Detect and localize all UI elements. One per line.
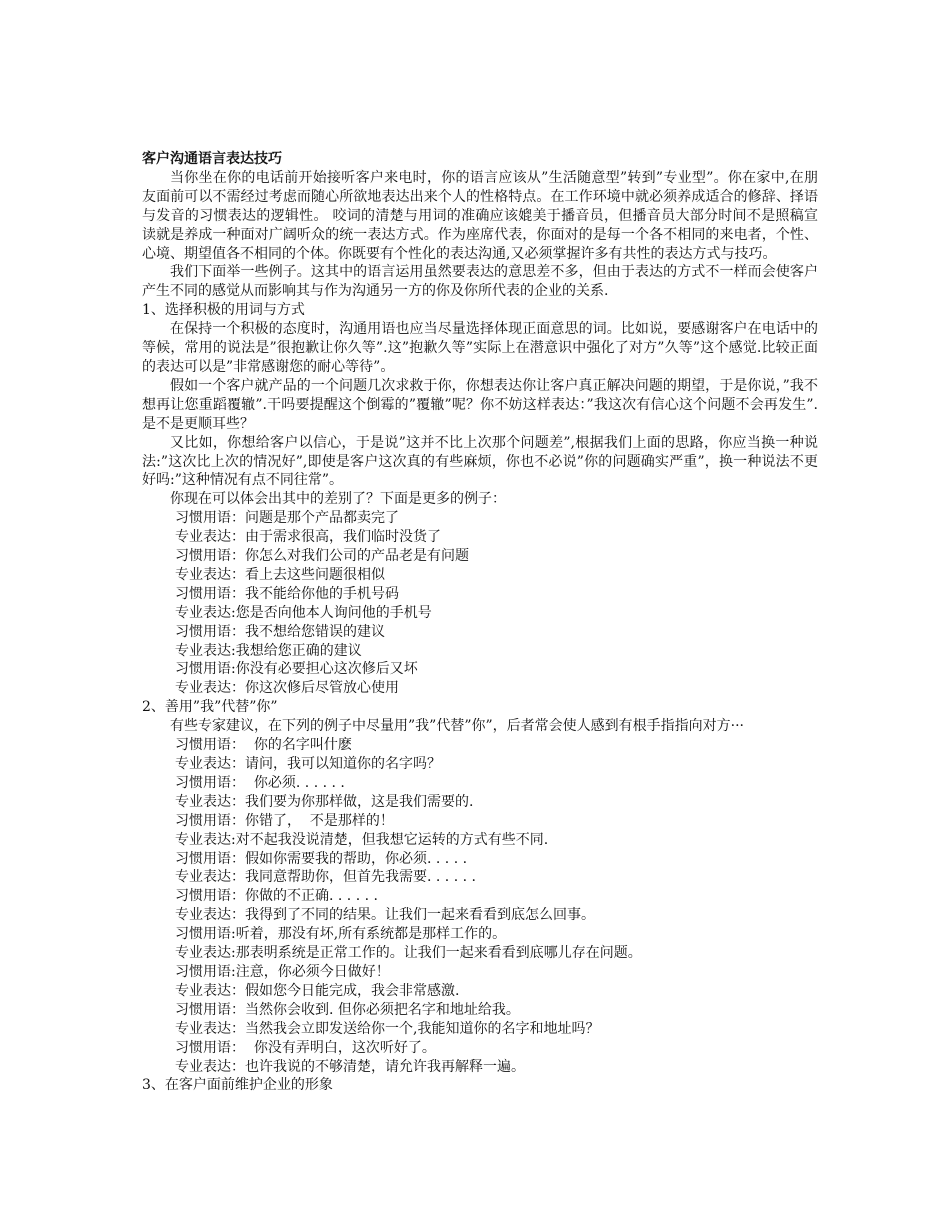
example-line: 习惯用语：你错了， 不是那样的！ bbox=[175, 812, 394, 829]
section-3-heading: 3、在客户面前维护企业的形象 bbox=[142, 1077, 333, 1094]
document-title: 客户沟通语言表达技巧 bbox=[142, 151, 282, 167]
example-line: 专业表达:我想给您正确的建议 bbox=[175, 642, 362, 659]
intro-paragraph-1: 当你坐在你的电话前开始接听客户来电时，你的语言应该从”生活随意型”转到”专业型”。你在家中,在朋友面前可以不需经过考虑而随心所欲地表达出来个人的性格特点。在工作环境中就必须养成适合的修辞、择语与发音的习惯表达的逻辑性。 咬词的清楚与用词的准确应该媲美于播音员，但播音员大部分时间不是照稿宣读就是养成一种面对广阔听众的统一表达方式。作为座席代表，你面对的是每一个各不相同的来电者，个性、心境、期望值各不相同的个体。你既要有个性化的表达沟通,又必须掌握许多有共性的表达方式与技巧。 bbox=[142, 169, 818, 262]
example-line: 专业表达：请问，我可以知道你的名字吗？ bbox=[175, 756, 441, 772]
section-2-examples bbox=[142, 736, 818, 1076]
example-line: 专业表达：由于需求很高，我们临时没货了 bbox=[175, 529, 441, 546]
example-line: 习惯用语：我不想给您错误的建议 bbox=[175, 623, 385, 640]
example-line: 专业表达:那表明系统是正常工作的。让我们一起来看看到底哪儿存在问题。 bbox=[175, 945, 642, 962]
document-page bbox=[142, 150, 818, 1095]
example-line: 习惯用语:听着，那没有坏,所有系统都是那样工作的。 bbox=[175, 926, 507, 943]
example-line: 习惯用语:注意，你必须今日做好！ bbox=[175, 963, 390, 980]
example-line: 专业表达：你这次修后尽管放心使用 bbox=[175, 680, 399, 697]
section-1-paragraph-2: 假如一个客户就产品的一个问题几次求救于你，你想表达你让客户真正解决问题的期望，于是你说，”我不想再让您重蹈覆辙”.干吗要提醒这个倒霉的”覆辙”呢？你不妨这样表达：”我这次有信心这个问题不会再发生”.是不是更顺耳些？ bbox=[142, 377, 818, 432]
example-line: 专业表达：看上去这些问题很相似 bbox=[175, 566, 385, 583]
example-line: 专业表达：当然我会立即发送给你一个,我能知道你的名字和地址吗？ bbox=[175, 1020, 600, 1037]
example-line: 习惯用语:你没有必要担心这次修后又坏 bbox=[175, 661, 418, 678]
example-line: 习惯用语：你怎么对我们公司的产品老是有问题 bbox=[175, 548, 469, 565]
example-line: 习惯用语： 你的名字叫什麽 bbox=[175, 737, 352, 754]
section-2-paragraph: 有些专家建议，在下列的例子中尽量用”我”代替”你”，后者常会使人感到有根手指指向对方··· bbox=[170, 718, 744, 735]
example-line: 习惯用语：当然你会收到. 但你必须把名字和地址给我。 bbox=[175, 1001, 520, 1018]
section-1-paragraph-1: 在保持一个积极的态度时，沟通用语也应当尽量选择体现正面意思的词。比如说，要感谢客户在电话中的等候，常用的说法是”很抱歉让你久等”.这”抱歉久等”实际上在潜意识中强化了对方”久等”这个感觉.比较正面的表达可以是”非常感谢您的耐心等待”。 bbox=[142, 321, 818, 375]
section-1-paragraph-3: 又比如，你想给客户以信心，于是说”这并不比上次那个问题差”,根据我们上面的思路，你应当换一种说法:”这次比上次的情况好”,即使是客户这次真的有些麻烦，你也不必说”你的问题确实严重”，换一种说法不更好吗:”这种情况有点不同往常”。 bbox=[142, 434, 818, 489]
example-line: 习惯用语：我不能给你他的手机号码 bbox=[175, 585, 399, 602]
example-line: 专业表达：也许我说的不够清楚，请允许我再解释一遍。 bbox=[175, 1058, 525, 1075]
example-line: 专业表达:您是否向他本人询问他的手机号 bbox=[175, 604, 432, 621]
example-line: 习惯用语： 你没有弄明白，这次听好了。 bbox=[175, 1039, 436, 1056]
example-line: 习惯用语：问题是那个产品都卖完了 bbox=[175, 510, 399, 527]
section-1-paragraph-4: 你现在可以体会出其中的差别了？下面是更多的例子： bbox=[170, 491, 506, 508]
example-line: 专业表达：我得到了不同的结果。让我们一起来看看到底怎么回事。 bbox=[175, 907, 595, 924]
example-line: 习惯用语：你做的不正确. . . . . . bbox=[175, 888, 378, 905]
section-2-heading: 2、善用”我”代替”你” bbox=[142, 699, 278, 716]
example-line: 专业表达：我同意帮助你，但首先我需要. . . . . . bbox=[175, 869, 476, 886]
example-line: 专业表达：我们要为你那样做，这是我们需要的. bbox=[175, 793, 474, 810]
section-1-heading: 1、选择积极的用词与方式 bbox=[142, 302, 305, 319]
intro-paragraph-2: 我们下面举一些例子。这其中的语言运用虽然要表达的意思差不多，但由于表达的方式不一样而会使客户产生不同的感觉从而影响其与作为沟通另一方的你及你所代表的企业的关系. bbox=[142, 264, 818, 300]
section-1-examples bbox=[142, 509, 818, 698]
example-line: 习惯用语：假如你需要我的帮助，你必须. . . . . bbox=[175, 850, 468, 867]
example-line: 习惯用语： 你必须. . . . . . bbox=[175, 774, 345, 791]
example-line: 专业表达:对不起我没说清楚，但我想它运转的方式有些不同. bbox=[175, 831, 549, 848]
example-line: 专业表达：假如您今日能完成，我会非常感激. bbox=[175, 982, 460, 999]
